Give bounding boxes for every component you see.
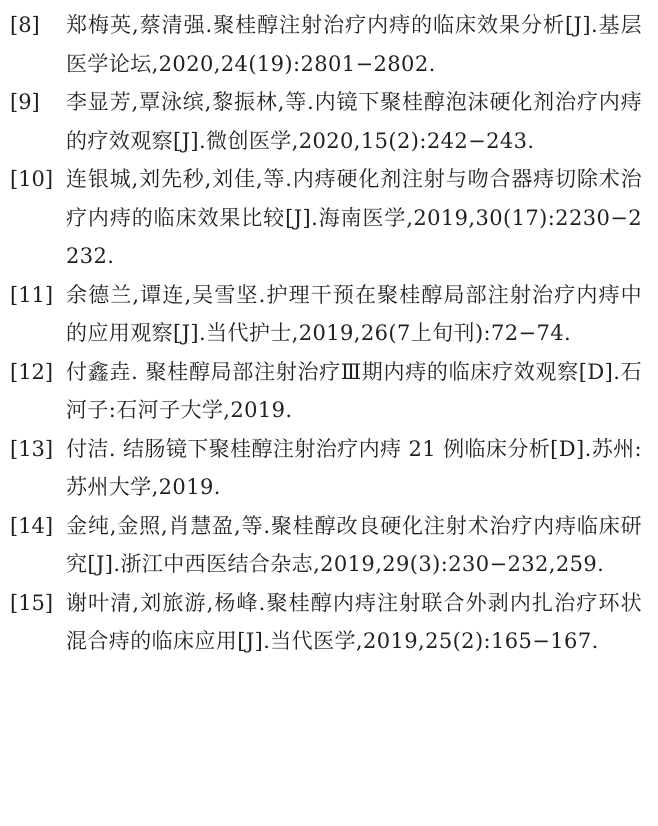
reference-text: 余德兰,谭连,吴雪坚.护理干预在聚桂醇局部注射治疗内痔中的应用观察[J].当代护士,2019,26(7上旬刊):72−74. — [66, 282, 642, 345]
reference-text: 郑梅英,蔡清强.聚桂醇注射治疗内痔的临床效果分析[J].基层医学论坛,2020,24(19):2801−2802. — [66, 13, 642, 76]
reference-item — [10, 430, 642, 507]
reference-number: [8] — [10, 13, 40, 37]
reference-number: [12] — [10, 359, 54, 384]
reference-text: 连银城,刘先秒,刘佳,等.内痔硬化剂注射与吻合器痔切除术治疗内痔的临床效果比较[J].海南医学,2019,30(17):2230−2232. — [66, 167, 642, 268]
reference-item — [10, 353, 642, 430]
reference-item — [10, 507, 642, 584]
reference-item — [10, 6, 642, 83]
reference-item — [10, 160, 642, 276]
reference-number: [13] — [10, 436, 54, 461]
reference-number: [9] — [10, 90, 40, 114]
reference-text: 李显芳,覃泳缤,黎振林,等.内镜下聚桂醇泡沫硬化剂治疗内痔的疗效观察[J].微创医学,2020,15(2):242−243. — [66, 90, 642, 153]
reference-number: [10] — [10, 167, 54, 191]
reference-number: [15] — [10, 590, 54, 615]
reference-number: [11] — [10, 282, 54, 307]
reference-item — [10, 276, 642, 353]
reference-number: [14] — [10, 513, 54, 538]
reference-item — [10, 83, 642, 160]
reference-text: 付洁. 结肠镜下聚桂醇注射治疗内痔 21 例临床分析[D].苏州:苏州大学,2019. — [66, 436, 642, 499]
reference-text: 金纯,金照,肖慧盈,等.聚桂醇改良硬化注射术治疗内痔临床研究[J].浙江中西医结合杂志,2019,29(3):230−232,259. — [66, 513, 642, 576]
reference-text: 付鑫垚. 聚桂醇局部注射治疗Ⅲ期内痔的临床疗效观察[D].石河子:石河子大学,2019. — [66, 359, 642, 422]
reference-text: 谢叶清,刘旅游,杨峰.聚桂醇内痔注射联合外剥内扎治疗环状混合痔的临床应用[J].当代医学,2019,25(2):165−167. — [66, 590, 642, 653]
reference-item — [10, 584, 642, 661]
